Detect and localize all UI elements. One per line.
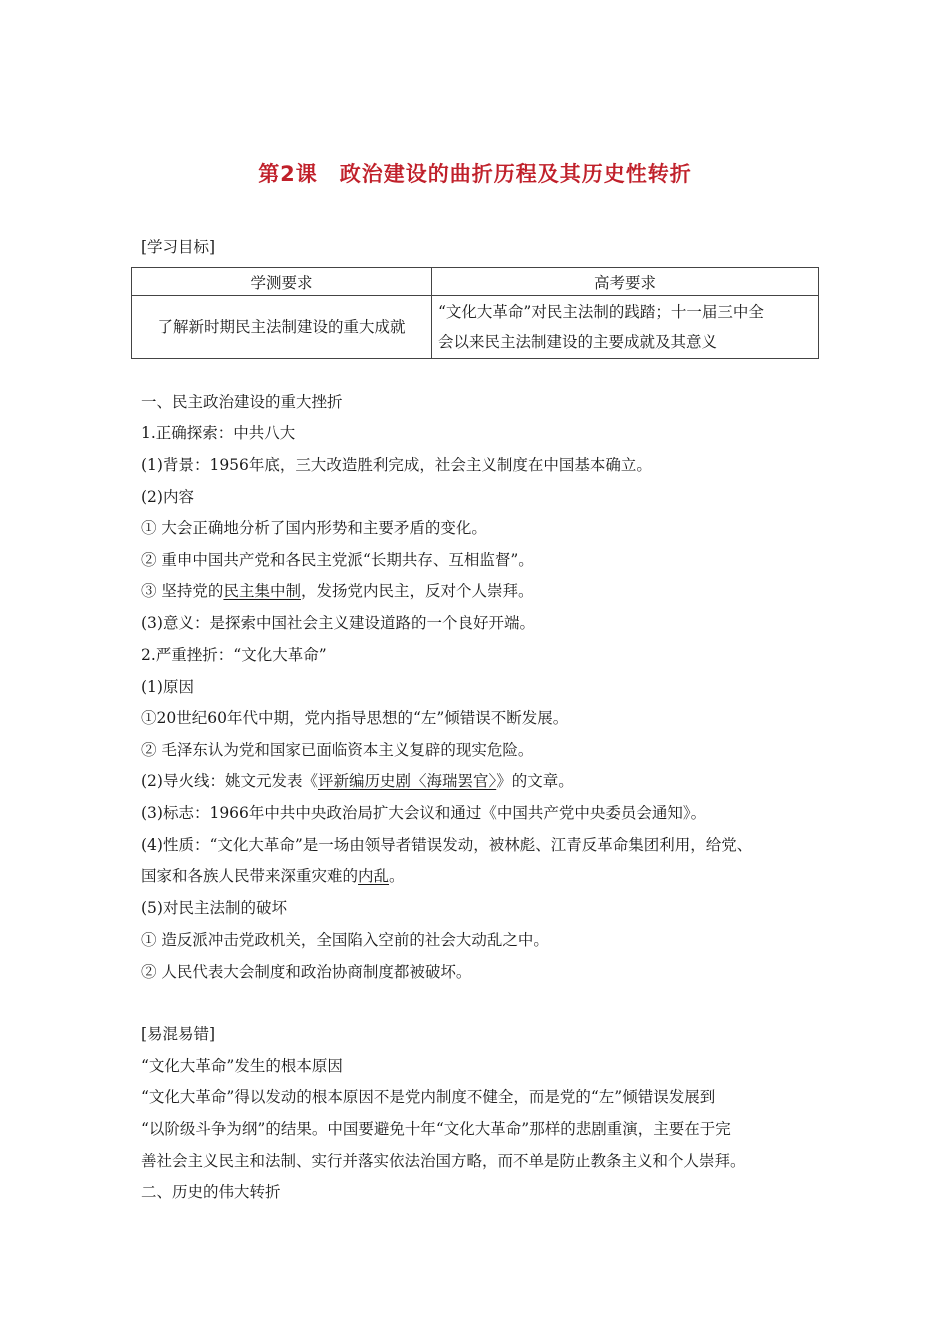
para-2: 2.严重挫折：“文化大革命” (141, 646, 327, 664)
underlined-term: 民主集中制 (223, 582, 301, 600)
para-1: 1.正确探索：中共八大 (141, 424, 296, 442)
underlined-term: 内乱 (358, 867, 390, 885)
goals-heading: [学习目标] (141, 238, 216, 256)
confuse-heading: [易混易错] (141, 1025, 216, 1043)
goals-table (131, 267, 819, 359)
cell-gaokao-line2: 会以来民主法制建设的主要成就及其意义 (438, 333, 718, 351)
damage-item-1: ① 造反派冲击党政机关，全国陷入空前的社会大动乱之中。 (141, 931, 549, 949)
table-header-row (132, 268, 819, 296)
content-item-2: ② 重申中国共产党和各民主党派“长期共存、互相监督”。 (141, 551, 534, 569)
confuse-line-1: “文化大革命”得以发动的根本原因不是党内制度不健全，而是党的“左”倾错误发展到 (141, 1088, 716, 1106)
content-item-3-a: ③ 坚持党的 (141, 582, 224, 600)
col-header-gaokao: 高考要求 (432, 268, 819, 296)
para-2-3: (3)标志：1966年中共中央政治局扩大会议和通过《中国共产党中央委员会通知》。 (141, 804, 707, 822)
para-2-2 (141, 770, 574, 792)
content-item-3-b: ，发扬党内民主，反对个人崇拜。 (300, 582, 534, 600)
page-title: 第2课 政治建设的曲折历程及其历史性转折 (258, 162, 692, 186)
content-item-3 (141, 580, 533, 602)
confuse-line-3: 善社会主义民主和法制、实行并落实依法治国方略，而不单是防止教条主义和个人崇拜。 (141, 1152, 746, 1170)
underlined-term: 评新编历史剧〈海瑞罢官〉 (317, 772, 497, 790)
table-row (132, 296, 819, 359)
col-header-xuece: 学测要求 (132, 268, 432, 296)
para-2-5: (5)对民主法制的破坏 (141, 899, 287, 917)
reason-item-1: ①20世纪60年代中期，党内指导思想的“左”倾错误不断发展。 (141, 709, 569, 727)
para-2-4-line2 (141, 865, 405, 887)
para-1-2: (2)内容 (141, 488, 194, 506)
para-2-4-line1: (4)性质：“文化大革命”是一场由领导者错误发动，被林彪、江青反革命集团利用，给党、 (141, 836, 753, 854)
cell-gaokao (432, 296, 819, 359)
content-item-1: ① 大会正确地分析了国内形势和主要矛盾的变化。 (141, 519, 487, 537)
section2-title: 二、历史的伟大转折 (141, 1183, 281, 1201)
section1-title: 一、民主政治建设的重大挫折 (141, 393, 343, 411)
para-2-4-b: 国家和各族人民带来深重灾难的 (141, 867, 359, 885)
para-2-1: (1)原因 (141, 678, 194, 696)
reason-item-2: ② 毛泽东认为党和国家已面临资本主义复辟的现实危险。 (141, 741, 534, 759)
cell-gaokao-line1: “文化大革命”对民主法制的践踏；十一届三中全 (438, 303, 764, 321)
para-1-1: (1)背景：1956年底，三大改造胜利完成，社会主义制度在中国基本确立。 (141, 456, 652, 474)
confuse-line-2: “以阶级斗争为纲”的结果。中国要避免十年“文化大革命”那样的悲剧重演，主要在于完 (141, 1120, 731, 1138)
para-2-4-c: 。 (389, 867, 405, 885)
para-1-3: (3)意义：是探索中国社会主义建设道路的一个良好开端。 (141, 614, 535, 632)
confuse-title: “文化大革命”发生的根本原因 (141, 1057, 343, 1075)
damage-item-2: ② 人民代表大会制度和政治协商制度都被破坏。 (141, 963, 472, 981)
para-2-2-b: 》的文章。 (496, 772, 574, 790)
para-2-2-a: (2)导火线：姚文元发表《 (141, 772, 318, 790)
cell-xuece: 了解新时期民主法制建设的重大成就 (132, 296, 432, 359)
